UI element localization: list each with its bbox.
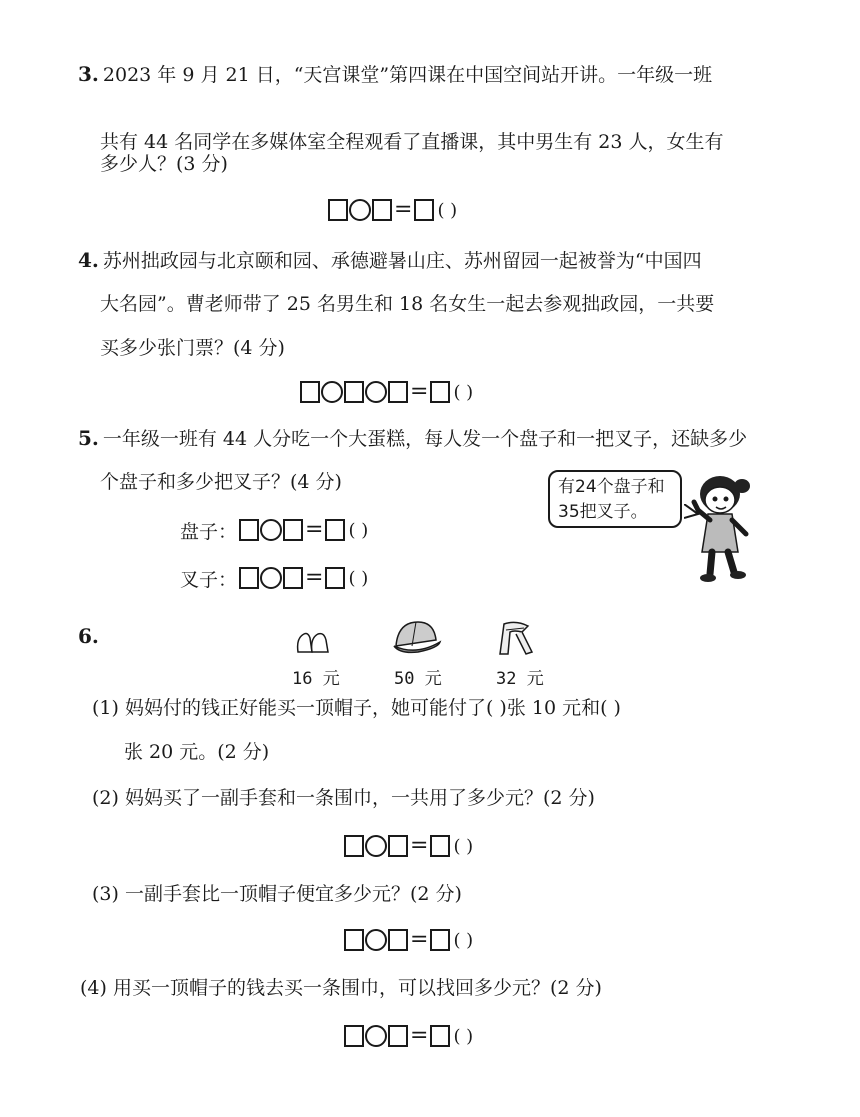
bubble-line-2: 35把叉子。 (558, 502, 648, 522)
q6-part1-line-1: (1) 妈妈付的钱正好能买一顶帽子，她可能付了( )张 10 元和( ) (92, 697, 621, 719)
equals-sign: = (305, 517, 324, 542)
q4-line-3: 买多少张门票？(4 分) (100, 337, 285, 359)
q4-number: 4. (78, 248, 99, 272)
q5-text-1: 一年级一班有 44 人分吃一个大蛋糕，每人发一个盘子和一把叉子，还缺多少 (102, 428, 748, 450)
q3-line-2: 共有 44 名同学在多媒体室全程观看了直播课，其中男生有 23 人，女生有 (100, 131, 724, 153)
answer-box[interactable] (388, 929, 408, 951)
q6-part4: (4) 用买一顶帽子的钱去买一条围巾，可以找回多少元？(2 分) (80, 977, 602, 999)
q3-equation (328, 196, 457, 224)
operator-circle[interactable] (321, 381, 343, 403)
answer-box[interactable] (344, 835, 364, 857)
bubble-line-1: 有24个盘子和 (558, 477, 665, 497)
unit-paren[interactable]: ( ) (453, 835, 474, 857)
q3-text-1: 2023 年 9 月 21 日，“天宫课堂”第四课在中国空间站开讲。一年级一班 (102, 64, 713, 86)
q6-part1-line-2: 张 20 元。(2 分) (124, 741, 270, 763)
scarf-price: 32 元 (496, 669, 544, 689)
q5-line-2: 个盘子和多少把叉子？(4 分) (100, 471, 342, 493)
gloves-price: 16 元 (292, 669, 340, 689)
cap-price: 50 元 (394, 669, 442, 689)
equals-sign: = (410, 1023, 429, 1048)
unit-paren[interactable]: ( ) (453, 381, 474, 403)
q4-line-1 (78, 246, 702, 275)
operator-circle[interactable] (365, 381, 387, 403)
q5-line-1 (78, 424, 747, 453)
q5-fork-equation (180, 564, 368, 592)
operator-circle[interactable] (365, 1025, 387, 1047)
q6-part3: (3) 一副手套比一顶帽子便宜多少元？(2 分) (92, 883, 462, 905)
speech-bubble (548, 470, 682, 528)
q3-line-1 (78, 60, 712, 89)
answer-box[interactable] (328, 199, 348, 221)
unit-paren[interactable]: ( ) (348, 519, 369, 541)
fork-label: 叉子： (180, 568, 238, 591)
operator-circle[interactable] (365, 835, 387, 857)
answer-box[interactable] (430, 1025, 450, 1047)
q6-part3-equation (344, 926, 473, 954)
equals-sign: = (305, 565, 324, 590)
answer-box[interactable] (283, 567, 303, 589)
scarf-icon (494, 618, 538, 658)
operator-circle[interactable] (349, 199, 371, 221)
q6-part4-equation (344, 1022, 473, 1050)
q5-number: 5. (78, 426, 99, 450)
operator-circle[interactable] (260, 567, 282, 589)
unit-paren[interactable]: ( ) (453, 1025, 474, 1047)
cap-icon (388, 616, 444, 658)
answer-box[interactable] (325, 567, 345, 589)
operator-circle[interactable] (260, 519, 282, 541)
q4-text-1: 苏州拙政园与北京颐和园、承德避暑山庄、苏州留园一起被誉为“中国四 (102, 250, 702, 272)
answer-box[interactable] (388, 835, 408, 857)
answer-box[interactable] (372, 199, 392, 221)
answer-box[interactable] (344, 381, 364, 403)
answer-box[interactable] (239, 567, 259, 589)
equals-sign: = (410, 379, 429, 404)
q6-part2: (2) 妈妈买了一副手套和一条围巾，一共用了多少元？(2 分) (92, 787, 595, 809)
plate-label: 盘子： (180, 520, 238, 543)
answer-box[interactable] (283, 519, 303, 541)
q3-number: 3. (78, 62, 99, 86)
answer-box[interactable] (325, 519, 345, 541)
equals-sign: = (410, 833, 429, 858)
q6-number (78, 622, 103, 651)
unit-paren[interactable]: ( ) (437, 199, 458, 221)
answer-box[interactable] (344, 1025, 364, 1047)
q4-equation (300, 378, 473, 406)
q5-plate-equation (180, 516, 368, 544)
unit-paren[interactable]: ( ) (348, 567, 369, 589)
answer-box[interactable] (300, 381, 320, 403)
answer-box[interactable] (239, 519, 259, 541)
girl-illustration-icon (680, 470, 770, 590)
answer-box[interactable] (430, 835, 450, 857)
operator-circle[interactable] (365, 929, 387, 951)
answer-box[interactable] (388, 381, 408, 403)
answer-box[interactable] (344, 929, 364, 951)
equals-sign: = (410, 927, 429, 952)
equals-sign: = (394, 197, 413, 222)
unit-paren[interactable]: ( ) (453, 929, 474, 951)
answer-box[interactable] (430, 929, 450, 951)
q6-number-text: 6. (78, 624, 99, 648)
answer-box[interactable] (414, 199, 434, 221)
gloves-icon (294, 628, 334, 658)
q6-part2-equation (344, 832, 473, 860)
answer-box[interactable] (388, 1025, 408, 1047)
q4-line-2: 大名园”。曹老师带了 25 名男生和 18 名女生一起去参观拙政园，一共要 (100, 293, 715, 315)
answer-box[interactable] (430, 381, 450, 403)
q3-line-3: 多少人？(3 分) (100, 153, 228, 175)
